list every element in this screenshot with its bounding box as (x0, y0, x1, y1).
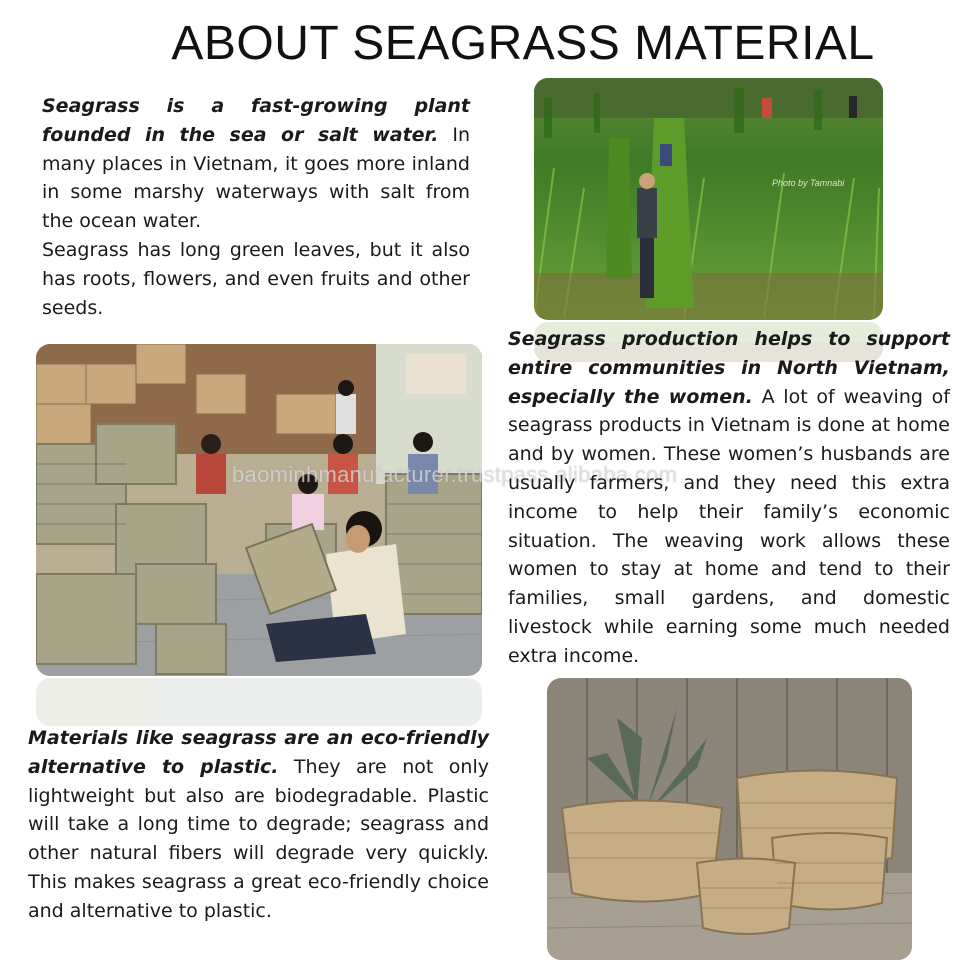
seagrass-baskets-photo (547, 678, 912, 960)
intro-lead: Seagrass is a fast-growing plant founded in the sea or salt water. (42, 95, 470, 146)
watermark: baominhmanufacturer.trustpass.alibaba.com (232, 462, 678, 487)
intro-text-2: Seagrass has long green leaves, but it also has roots, flowers, and even fruits and other seeds. (42, 238, 470, 319)
community-paragraph (508, 325, 950, 671)
women-weaving-photo (36, 344, 482, 676)
intro-text: In many places in Vietnam, it goes more inland in some marshy waterways with salt from the ocean water. (42, 123, 470, 233)
eco-text: They are not only lightweight but also are biodegradable. Plastic will take a long time to degrade; seagrass and other natural fibers will degrade very quickly. This makes seagrass a great eco-friendly choice and alternative to plastic. (28, 755, 489, 922)
seagrass-field-photo (534, 78, 883, 320)
page-title: ABOUT SEAGRASS MATERIAL (171, 17, 875, 70)
photo-credit: Photo by Tamnabi (772, 178, 845, 188)
eco-friendly-paragraph (28, 724, 489, 926)
community-text: A lot of weaving of seagrass products in Vietnam is done at home and by women. These women’s husbands are usually farmers, and they need this extra income to help their family’s economic situation. The weaving work allows these women to stay at home and tend to their families, small gardens, and domestic livestock while earning some much needed extra income. (508, 385, 950, 667)
eco-lead: Materials like seagrass are an eco-friendly alternative to plastic. (28, 727, 489, 778)
women-weaving-reflection (36, 678, 482, 726)
seagrass-intro-paragraph (42, 92, 470, 322)
community-lead: Seagrass production helps to support entire communities in North Vietnam, especially the women. (508, 328, 950, 408)
